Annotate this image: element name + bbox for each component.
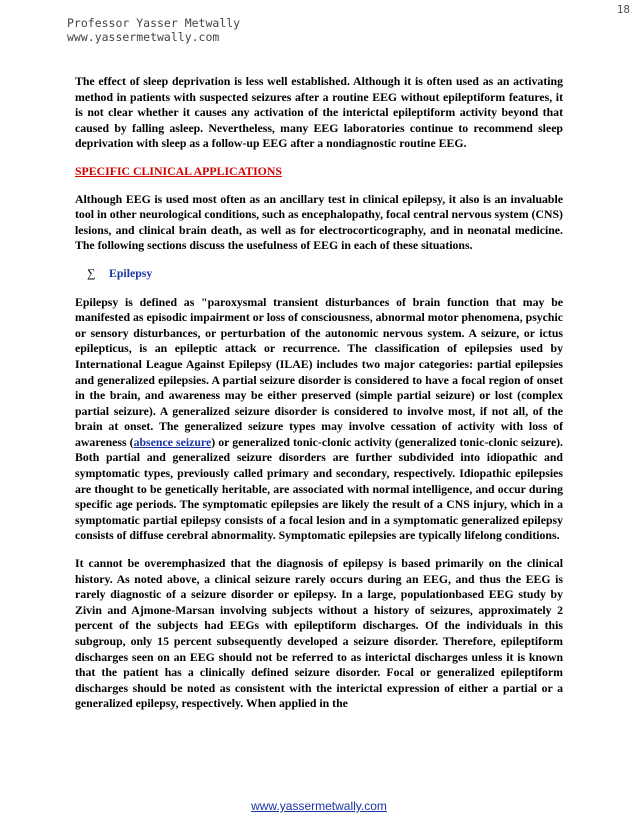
absence-seizure-link[interactable]: absence seizure (133, 434, 212, 449)
sigma-bullet-icon: ∑ (87, 265, 96, 280)
bullet-label: Epilepsy (109, 265, 153, 280)
bullet-epilepsy (87, 266, 563, 282)
paragraph-clinical-applications: Although EEG is used most often as an ancillary test in clinical epilepsy, it also is an invaluable tool in other neurological conditions, such as encephalopathy, focal central nervous system (CNS) lesions, and clinical brain death, as well as for electrocorticography, and in neonatal medicine. The following sections discuss the usefulness of EEG in each of these situations. (75, 191, 563, 253)
paragraph-diagnosis: It cannot be overemphasized that the diagnosis of epilepsy is based primarily on the clinical history. As noted above, a clinical seizure rarely occurs during an EEG, and thus the EEG is rarely diagnostic of a seizure disorder or epilepsy. In a large, populationbased EEG study by Zivin and Ajmone-Marsan involving subjects without a history of seizures, approximately 2 percent of the subjects had EEGs with epileptiform discharges. Of the individuals in this subgroup, only 15 percent subsequently developed a seizure disorder. Therefore, epileptiform discharges seen on an EEG should not be referred to as interictal discharges unless it is known that the patient has a clinically defined seizure disorder. Focal or generalized epileptiform discharges should be noted as consistent with the interictal expression of either a partial or a generalized epilepsy, respectively. When applied in the (75, 556, 563, 711)
epilepsy-text-part1: Epilepsy is defined as "paroxysmal transient disturbances of brain function that may be manifested as episodic impairment or loss of consciousness, abnormal motor phenomena, psychic or sensory disturbances, or perturbation of the autonomic nervous system. A seizure, or ictus epilepticus, is an epileptic attack or recurrence. The classification of epilepsies used by International League Against Epilepsy (ILAE) includes two major categories: partial epilepsies and generalized epilepsies. A partial seizure disorder is considered to have a focal region of onset in the brain, and awareness may be either preserved (simple partial seizure) or lost (complex partial seizure). A generalized seizure disorder is considered to involve most, if not all, of the brain at onset. The generalized seizure types may involve cessation of activity with loss of awareness ( (75, 294, 563, 449)
paragraph-sleep-deprivation: The effect of sleep deprivation is less well established. Although it is often used as an activating method in patients with suspected seizures after a routine EEG without epileptiform features, it is not clear whether it causes any activation of the interictal epileptiform activity beyond that caused by falling asleep. Nevertheless, many EEG laboratories continue to recommend sleep deprivation with sleep as a follow-up EEG after a nondiagnostic routine EEG. (75, 74, 563, 151)
footer-link[interactable]: www.yassermetwally.com (251, 799, 387, 813)
paragraph-epilepsy-definition (75, 295, 563, 545)
page-header (67, 16, 240, 44)
header-website: www.yassermetwally.com (67, 30, 220, 44)
page-number: 18 (616, 3, 630, 16)
header-author: Professor Yasser Metwally (67, 16, 241, 30)
page-footer (0, 799, 638, 813)
section-heading[interactable]: SPECIFIC CLINICAL APPLICATIONS (75, 163, 282, 178)
document-body (75, 74, 563, 724)
epilepsy-text-part2: ) or generalized tonic-clonic activity (generalized tonic-clonic seizure). Both partial and generalized seizure disorders are further subdivided into idiopathic and symptomatic types, previously called primary and secondary, respectively. Idiopathic epilepsies are thought to be genetically heritable, are associated with normal intelligence, and occur during specific age periods. The symptomatic epilepsies are likely the result of a CNS injury, which in a symptomatic partial epilepsy consists of a focal lesion and in a symptomatic generalized epilepsy consists of diffuse cerebral abnormality. Symptomatic epilepsies are typically lifelong conditions. (75, 434, 564, 543)
